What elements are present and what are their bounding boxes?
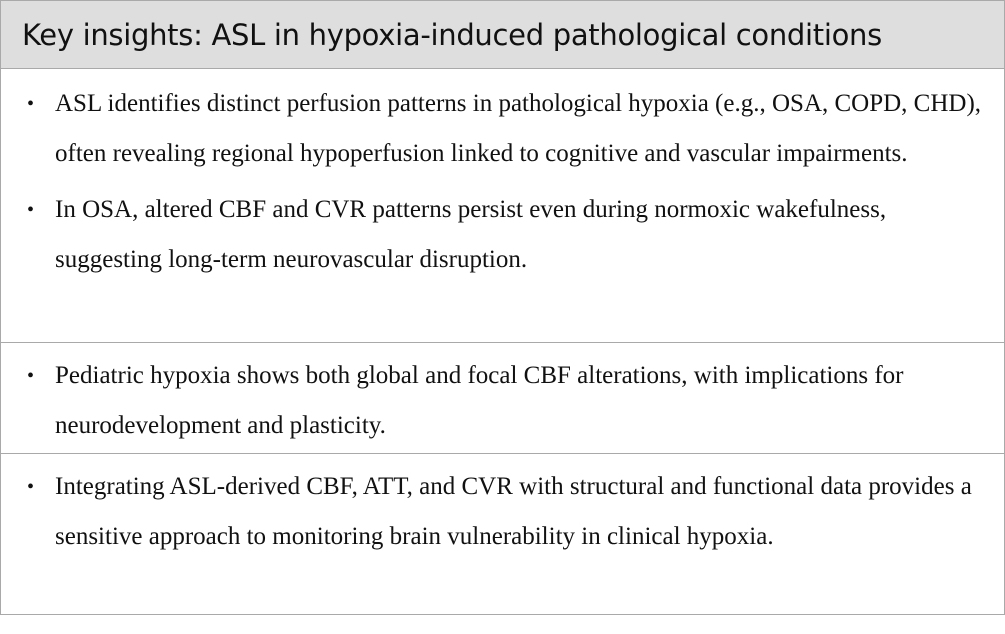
insights-section-3 xyxy=(1,454,1004,614)
box-header xyxy=(1,1,1004,69)
insights-section-2 xyxy=(1,343,1004,454)
list-item-text: Pediatric hypoxia shows both global and focal CBF alterations, with implications for neurodevelopment and plasticity. xyxy=(55,362,904,439)
list-item xyxy=(1,351,1004,451)
list-item-text: ASL identifies distinct perfusion patterns in pathological hypoxia (e.g., OSA, COPD, CHD), often revealing regional hypoperfusion linked to cognitive and vascular impairments. xyxy=(55,90,982,167)
list-item xyxy=(1,185,1004,285)
bullet-icon: • xyxy=(27,476,35,498)
box-title: Key insights: ASL in hypoxia-induced pathological conditions xyxy=(22,17,882,52)
list-item-text: Integrating ASL-derived CBF, ATT, and CVR with structural and functional data provides a sensitive approach to monitoring brain vulnerability in clinical hypoxia. xyxy=(55,473,972,550)
bullet-list xyxy=(1,351,1004,451)
bullet-list xyxy=(1,462,1004,562)
list-item-text: In OSA, altered CBF and CVR patterns persist even during normoxic wakefulness, suggesting long-term neurovascular disruption. xyxy=(55,196,887,273)
bullet-icon: • xyxy=(27,365,35,387)
bullet-icon: • xyxy=(27,93,35,115)
bullet-icon: • xyxy=(27,199,35,221)
list-item xyxy=(1,462,1004,562)
bullet-list xyxy=(1,79,1004,285)
list-item xyxy=(1,79,1004,179)
insights-section-1 xyxy=(1,69,1004,343)
